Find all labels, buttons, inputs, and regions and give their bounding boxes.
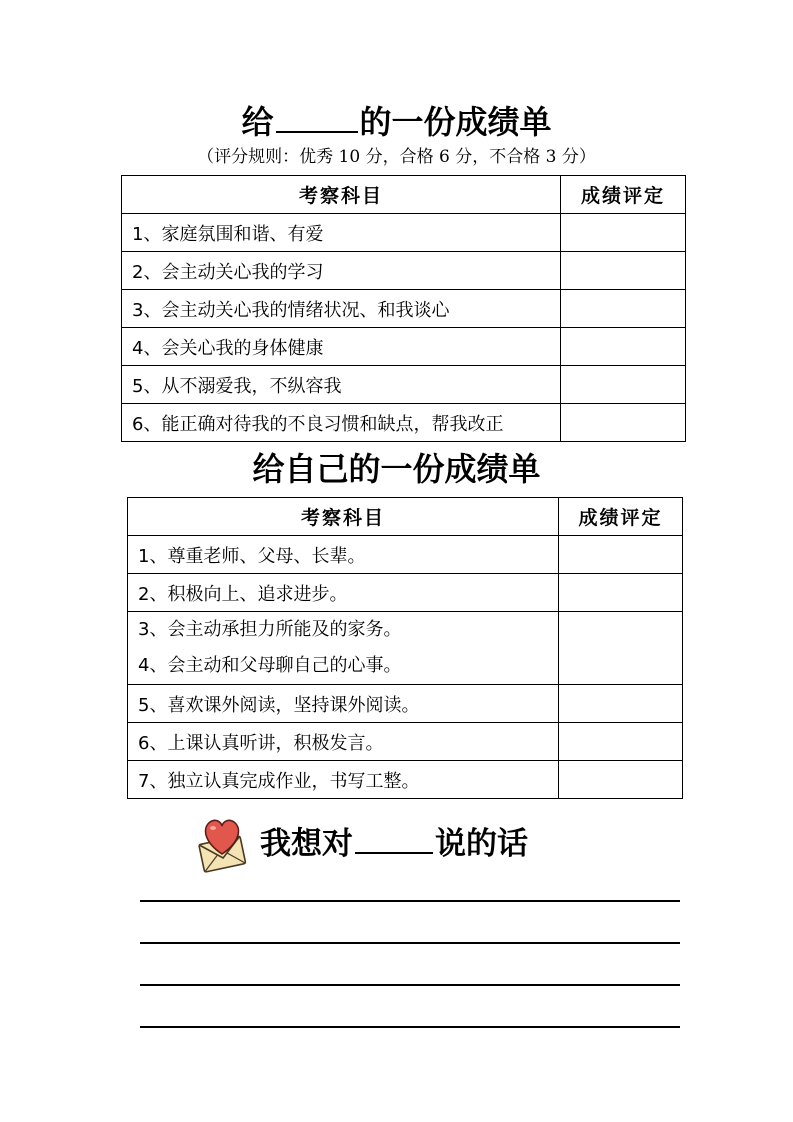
table-header-row — [128, 498, 683, 536]
header-grade: 成绩评定 — [561, 176, 686, 214]
header-subject: 考察科目 — [122, 176, 561, 214]
subject-cell: 5、喜欢课外阅读，坚持课外阅读。 — [128, 685, 559, 723]
grade-cell[interactable] — [561, 214, 686, 252]
report-card-title-self: 给自己的一份成绩单 — [252, 450, 541, 488]
grade-cell[interactable] — [559, 536, 683, 574]
subject-line: 3、会主动承担力所能及的家务。 — [138, 619, 402, 640]
table-row — [122, 328, 686, 366]
table-row — [122, 252, 686, 290]
subject-cell: 2、会主动关心我的学习 — [122, 252, 561, 290]
subject-cell: 3、会主动关心我的情绪状况、和我谈心 — [122, 290, 561, 328]
subject-cell: 7、独立认真完成作业，书写工整。 — [128, 761, 559, 799]
grade-cell[interactable] — [561, 290, 686, 328]
parents-grade-table — [121, 175, 686, 442]
table-row — [122, 290, 686, 328]
table-row — [128, 574, 683, 612]
table-row — [128, 761, 683, 799]
grade-cell[interactable] — [559, 612, 683, 685]
name-blank[interactable] — [276, 101, 358, 133]
grade-cell[interactable] — [561, 328, 686, 366]
subject-cell: 5、从不溺爱我，不纵容我 — [122, 366, 561, 404]
grade-cell[interactable] — [561, 404, 686, 442]
table-row — [128, 536, 683, 574]
message-title: 我想对 说的话 — [260, 826, 528, 862]
header-grade: 成绩评定 — [559, 498, 683, 536]
grade-cell[interactable] — [559, 723, 683, 761]
heart-envelope-icon — [194, 814, 250, 874]
grade-cell[interactable] — [561, 366, 686, 404]
grade-cell[interactable] — [559, 685, 683, 723]
subject-line: 4、会主动和父母聊自己的心事。 — [138, 655, 402, 676]
recipient-blank[interactable] — [355, 824, 433, 854]
grade-cell[interactable] — [559, 574, 683, 612]
grade-cell[interactable] — [559, 761, 683, 799]
self-grade-table — [127, 497, 683, 799]
subject-cell: 6、上课认真听讲，积极发言。 — [128, 723, 559, 761]
subject-cell — [128, 612, 559, 685]
subject-cell: 1、尊重老师、父母、长辈。 — [128, 536, 559, 574]
subject-cell: 2、积极向上、追求进步。 — [128, 574, 559, 612]
scoring-rule: （评分规则：优秀 10 分，合格 6 分，不合格 3 分） — [197, 147, 596, 167]
message-heading — [194, 812, 528, 876]
table-row — [128, 723, 683, 761]
writing-line[interactable] — [140, 984, 680, 986]
table-row — [122, 366, 686, 404]
writing-line[interactable] — [140, 900, 680, 902]
writing-line[interactable] — [140, 942, 680, 944]
subject-cell: 4、会关心我的身体健康 — [122, 328, 561, 366]
table-row — [122, 404, 686, 442]
grade-cell[interactable] — [561, 252, 686, 290]
report-card-title-parents: 给 的一份成绩单 — [241, 103, 552, 141]
table-row — [128, 685, 683, 723]
subject-cell: 6、能正确对待我的不良习惯和缺点，帮我改正 — [122, 404, 561, 442]
subject-cell: 1、家庭氛围和谐、有爱 — [122, 214, 561, 252]
table-row — [128, 612, 683, 685]
header-subject: 考察科目 — [128, 498, 559, 536]
table-row — [122, 214, 686, 252]
writing-line[interactable] — [140, 1026, 680, 1028]
table-header-row — [122, 176, 686, 214]
